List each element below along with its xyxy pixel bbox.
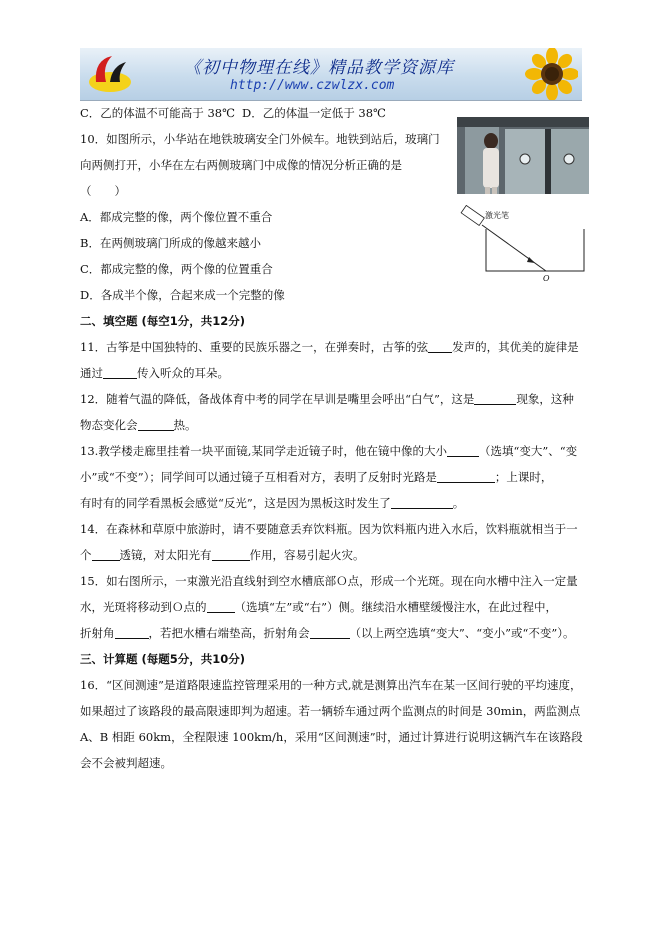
q12-text-b: 现象，这种 xyxy=(516,392,574,406)
q16-line4: 会不会被判超速。 xyxy=(80,756,172,770)
q12-blank-1[interactable] xyxy=(474,392,516,405)
q16-line2: 如果超过了该路段的最高限速即判为超速。若一辆轿车通过两个监测点的时间是 30min，两监测点 xyxy=(80,704,581,718)
q10-stem-line2: 向两侧打开，小华在左右两侧玻璃门中成像的情况分析正确的是 xyxy=(80,158,402,172)
q10-stem-line1: 10．如图所示，小华站在地铁玻璃安全门外候车。地铁到站后，玻璃门 xyxy=(80,132,440,146)
subway-door-illustration xyxy=(457,117,589,194)
point-o-label: O xyxy=(543,274,550,283)
q11-blank-1[interactable] xyxy=(428,340,452,353)
banner-url: http://www.czwlzx.com xyxy=(230,78,395,93)
q12-line1 xyxy=(80,391,574,407)
laser-trough-diagram xyxy=(455,205,587,285)
q15-line1: 15．如右图所示，一束激光沿直线射到空水槽底部Ｏ点，形成一个光斑。现在向水槽中注入一定量 xyxy=(80,574,578,588)
subway-door-photo xyxy=(457,117,589,194)
q11-line2 xyxy=(80,365,229,381)
q11-line1 xyxy=(80,339,579,355)
q10-option-a: A．都成完整的像，两个像位置不重合 xyxy=(80,210,273,224)
q13-text-f: 。 xyxy=(452,496,465,510)
q15-line3 xyxy=(80,625,575,641)
q14-line2 xyxy=(80,547,365,563)
q14-text-a: 个 xyxy=(80,548,92,562)
q13-text-d: ；上课时， xyxy=(494,470,553,484)
q13-text-e: 有时有的同学看黑板会感觉“反光”，这是因为黑板这时发生了 xyxy=(80,496,391,510)
q13-text-a: 13.教学楼走廊里挂着一块平面镜,某同学走近镜子时，他在镜中像的大小 xyxy=(80,444,447,458)
site-logo-icon xyxy=(86,52,134,96)
section-calculation-heading: 三、计算题 (每题5分，共10分) xyxy=(80,652,246,666)
q12-blank-2[interactable] xyxy=(138,418,174,431)
q14-text-c: 作用，容易引起火灾。 xyxy=(249,548,365,562)
q9-option-c: C．乙的体温不可能高于 38℃ xyxy=(80,106,235,120)
q12-text-a: 12．随着气温的降低，备战体育中考的同学在早训是嘴里会呼出“白气”，这是 xyxy=(80,392,475,406)
q12-text-d: 热。 xyxy=(173,418,197,432)
q13-line1 xyxy=(80,443,577,459)
header-banner xyxy=(80,48,582,101)
q10-answer-paren: （ ） xyxy=(80,184,126,198)
q12-text-c: 物态变化会 xyxy=(80,418,138,432)
q16-line1: 16．“区间测速”是道路限速监控管理采用的一种方式,就是测算出汽车在某一区间行驶的平均速度， xyxy=(80,678,582,692)
q15-blank-3[interactable] xyxy=(310,626,350,639)
section-fill-in-heading: 二、填空题 (每空1分，共12分) xyxy=(80,314,246,328)
laser-beam xyxy=(482,225,546,271)
q14-blank-1[interactable] xyxy=(92,548,120,561)
laser-pen-label: 激光笔 xyxy=(485,211,509,220)
q13-line3 xyxy=(80,495,464,511)
q14-blank-2[interactable] xyxy=(212,548,250,561)
q10-option-b: B．在两侧玻璃门所成的像越来越小 xyxy=(80,236,261,250)
q15-text-d: ，若把水槽右端垫高，折射角会 xyxy=(148,626,310,640)
water-trough xyxy=(486,229,584,271)
q9-option-d: D．乙的体温一定低于 38℃ xyxy=(242,106,386,120)
q12-line2 xyxy=(80,417,197,433)
q14-text-b: 透镜，对太阳光有 xyxy=(119,548,212,562)
q11-text-c: 通过 xyxy=(80,366,103,380)
q11-text-d: 传入听众的耳朵。 xyxy=(137,366,229,380)
q11-text-a: 11．古筝是中国独特的、重要的民族乐器之一，在弹奏时，古筝的弦 xyxy=(80,340,429,354)
q11-text-b: 发声的，其优美的旋律是 xyxy=(452,340,579,354)
q13-text-c: 小”或“不变”）；同学间可以通过镜子互相看对方，表明了反射时光路是 xyxy=(80,470,437,484)
q13-blank-3[interactable] xyxy=(391,496,453,509)
banner-title: 《初中物理在线》精品教学资源库 xyxy=(184,58,454,78)
q15-text-c: 折射角 xyxy=(80,626,115,640)
q15-text-a: 水，光斑将移动到Ｏ点的 xyxy=(80,600,207,614)
q15-line2 xyxy=(80,599,557,615)
q14-line1: 14．在森林和草原中旅游时，请不要随意丢弃饮料瓶。因为饮料瓶内进入水后，饮料瓶就相当于一 xyxy=(80,522,578,536)
q13-text-b: （选填“变大”、“变 xyxy=(478,444,578,458)
laser-pen-icon xyxy=(461,205,484,225)
q11-blank-2[interactable] xyxy=(103,366,137,379)
q13-blank-2[interactable] xyxy=(437,470,495,483)
q10-option-d: D．各成半个像，合起来成一个完整的像 xyxy=(80,288,285,302)
q16-line3: A、B 相距 60km，全程限速 100km/h，采用“区间测速”时，通过计算进行说明这辆汽车在该路段 xyxy=(80,730,583,744)
q15-text-e: （以上两空选填“变大”、“变小”或“不变”）。 xyxy=(349,626,575,640)
sunflower-icon xyxy=(518,48,578,100)
q15-text-b: （选填“左”或“右”）侧。继续沿水槽壁缓慢注水，在此过程中， xyxy=(234,600,558,614)
q15-blank-1[interactable] xyxy=(207,600,235,613)
q13-line2 xyxy=(80,469,552,485)
q13-blank-1[interactable] xyxy=(447,444,479,457)
q15-blank-2[interactable] xyxy=(115,626,149,639)
q10-option-c: C．都成完整的像，两个像的位置重合 xyxy=(80,262,273,276)
